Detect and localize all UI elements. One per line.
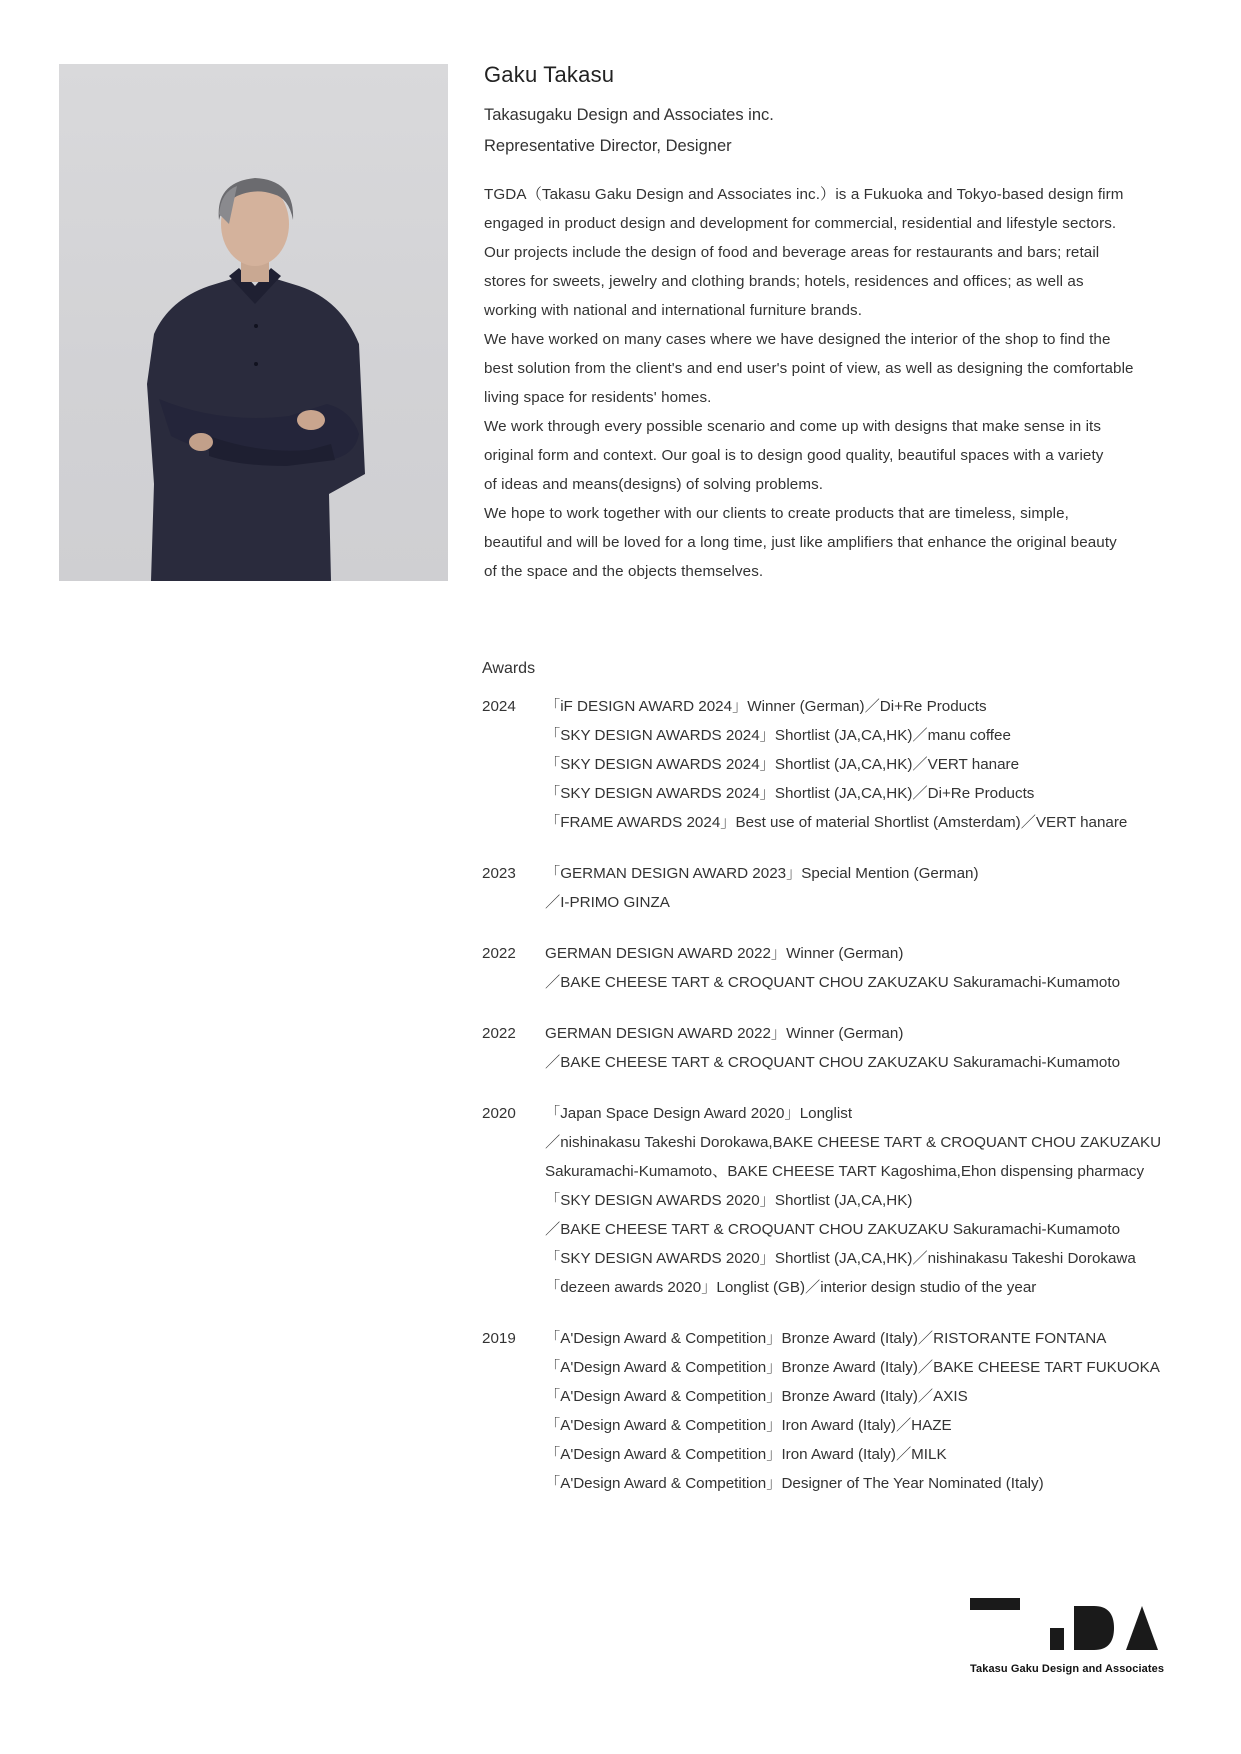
awards-section bbox=[482, 660, 1202, 1520]
bio-line: engaged in product design and development for commercial, residential and lifestyle sectors. bbox=[484, 215, 1117, 232]
award-item: 「GERMAN DESIGN AWARD 2023」Special Mention (German) bbox=[545, 865, 979, 882]
bio-line: We work through every possible scenario and come up with designs that make sense in its bbox=[484, 418, 1102, 435]
award-item: 「SKY DESIGN AWARDS 2024」Shortlist (JA,CA,HK)／Di+Re Products bbox=[545, 785, 1035, 802]
bio-line: best solution from the client's and end user's point of view, as well as designing the comfortable bbox=[484, 360, 1134, 377]
award-item: ／I-PRIMO GINZA bbox=[545, 894, 670, 911]
award-item: ／BAKE CHEESE TART & CROQUANT CHOU ZAKUZAKU Sakuramachi-Kumamoto bbox=[545, 1054, 1121, 1071]
award-group bbox=[482, 939, 1202, 997]
award-item: 「A'Design Award & Competition」Bronze Award (Italy)／AXIS bbox=[545, 1388, 968, 1405]
award-item: 「A'Design Award & Competition」Designer of The Year Nominated (Italy) bbox=[545, 1475, 1044, 1492]
portrait-figure bbox=[59, 64, 448, 581]
portrait-photo bbox=[59, 64, 448, 581]
bio-line: stores for sweets, jewelry and clothing brands; hotels, residences and offices; as well as bbox=[484, 273, 1084, 290]
award-item: GERMAN DESIGN AWARD 2022」Winner (German) bbox=[545, 1025, 904, 1042]
award-item: 「Japan Space Design Award 2020」Longlist bbox=[545, 1105, 853, 1122]
award-item: ／BAKE CHEESE TART & CROQUANT CHOU ZAKUZAKU Sakuramachi-Kumamoto bbox=[545, 1221, 1121, 1238]
bio-line: We hope to work together with our clients to create products that are timeless, simple, bbox=[484, 505, 1069, 522]
award-group bbox=[482, 1099, 1202, 1302]
award-group bbox=[482, 859, 1202, 917]
award-year: 2022 bbox=[482, 1025, 516, 1042]
bio-line: of ideas and means(designs) of solving problems. bbox=[484, 476, 824, 493]
bio-line: of the space and the objects themselves. bbox=[484, 563, 764, 580]
bio-line: We have worked on many cases where we have designed the interior of the shop to find the bbox=[484, 331, 1111, 348]
bio-line: living space for residents' homes. bbox=[484, 389, 712, 406]
award-item: 「SKY DESIGN AWARDS 2020」Shortlist (JA,CA,HK)／nishinakasu Takeshi Dorokawa bbox=[545, 1250, 1136, 1267]
award-group bbox=[482, 1019, 1202, 1077]
bio-line: working with national and international furniture brands. bbox=[484, 302, 863, 319]
bio-line: TGDA（Takasu Gaku Design and Associates inc.）is a Fukuoka and Tokyo-based design firm bbox=[484, 186, 1124, 203]
award-item: ／nishinakasu Takeshi Dorokawa,BAKE CHEESE TART & CROQUANT CHOU ZAKUZAKU bbox=[545, 1134, 1162, 1151]
person-name: Gaku Takasu bbox=[484, 62, 615, 87]
award-items bbox=[545, 1324, 1202, 1498]
bio-text bbox=[484, 180, 1164, 586]
award-group bbox=[482, 692, 1202, 837]
award-items bbox=[545, 1019, 1202, 1077]
award-year: 2024 bbox=[482, 698, 516, 715]
award-item: 「A'Design Award & Competition」Bronze Award (Italy)／BAKE CHEESE TART FUKUOKA bbox=[545, 1359, 1160, 1376]
award-year: 2022 bbox=[482, 945, 516, 962]
bio-line: beautiful and will be loved for a long time, just like amplifiers that enhance the original beauty bbox=[484, 534, 1117, 551]
logo-caption: Takasu Gaku Design and Associates bbox=[970, 1663, 1165, 1675]
award-item: GERMAN DESIGN AWARD 2022」Winner (German) bbox=[545, 945, 904, 962]
awards-heading: Awards bbox=[482, 660, 536, 677]
job-title: Representative Director, Designer bbox=[484, 137, 732, 155]
award-year: 2023 bbox=[482, 865, 516, 882]
award-items bbox=[545, 939, 1202, 997]
award-group bbox=[482, 1324, 1202, 1498]
award-items bbox=[545, 859, 1202, 917]
award-item: 「A'Design Award & Competition」Iron Award (Italy)／HAZE bbox=[545, 1417, 952, 1434]
award-item: 「dezeen awards 2020」Longlist (GB)／interior design studio of the year bbox=[545, 1279, 1037, 1296]
profile-section bbox=[484, 62, 1164, 586]
award-item: 「A'Design Award & Competition」Bronze Award (Italy)／RISTORANTE FONTANA bbox=[545, 1330, 1107, 1347]
company-name: Takasugaku Design and Associates inc. bbox=[484, 106, 774, 124]
award-item: Sakuramachi-Kumamoto、BAKE CHEESE TART Kagoshima,Ehon dispensing pharmacy bbox=[545, 1163, 1145, 1180]
bio-line: Our projects include the design of food and beverage areas for restaurants and bars; retail bbox=[484, 244, 1100, 261]
bio-line: original form and context. Our goal is to design good quality, beautiful spaces with a variety bbox=[484, 447, 1104, 464]
award-item: ／BAKE CHEESE TART & CROQUANT CHOU ZAKUZAKU Sakuramachi-Kumamoto bbox=[545, 974, 1121, 991]
award-item: 「A'Design Award & Competition」Iron Award (Italy)／MILK bbox=[545, 1446, 947, 1463]
award-year: 2020 bbox=[482, 1105, 516, 1122]
award-item: 「SKY DESIGN AWARDS 2020」Shortlist (JA,CA,HK) bbox=[545, 1192, 913, 1209]
award-year: 2019 bbox=[482, 1330, 516, 1347]
award-item: 「SKY DESIGN AWARDS 2024」Shortlist (JA,CA,HK)／VERT hanare bbox=[545, 756, 1020, 773]
award-item: 「iF DESIGN AWARD 2024」Winner (German)／Di+Re Products bbox=[545, 698, 987, 715]
award-items bbox=[545, 692, 1202, 837]
award-item: 「SKY DESIGN AWARDS 2024」Shortlist (JA,CA,HK)／manu coffee bbox=[545, 727, 1011, 744]
award-item: 「FRAME AWARDS 2024」Best use of material Shortlist (Amsterdam)／VERT hanare bbox=[545, 814, 1128, 831]
award-items bbox=[545, 1099, 1202, 1302]
